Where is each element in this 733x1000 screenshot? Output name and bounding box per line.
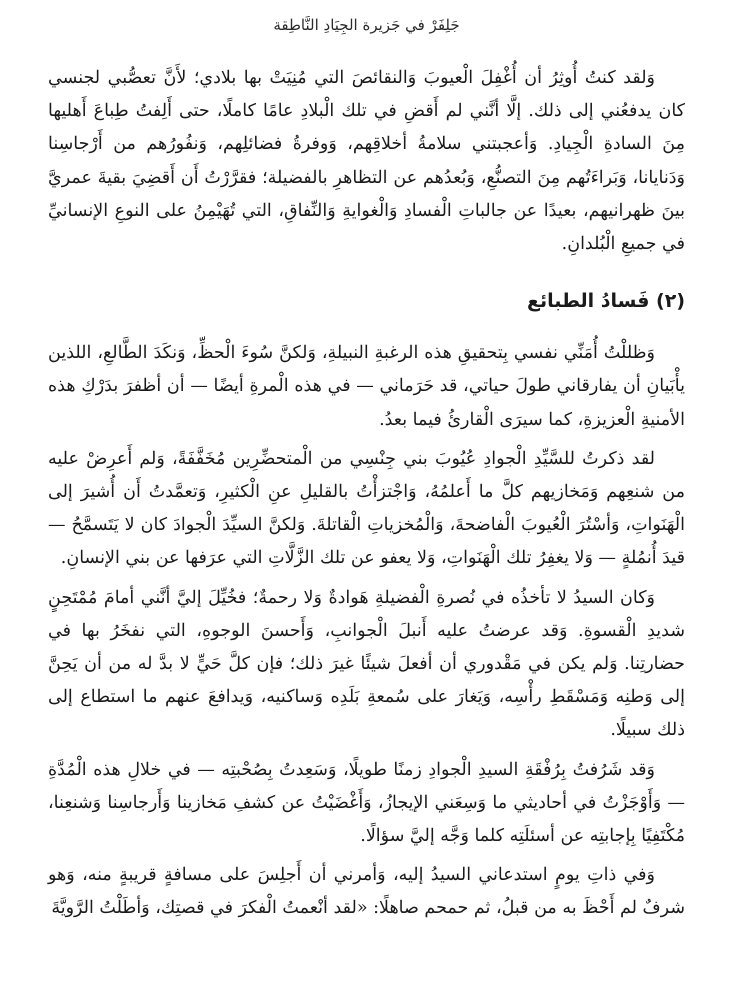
paragraph: وَقد شَرُفتُ بِرُفْقَةِ السيدِ الْجوادِ زمنًا طويلًا، وَسَعِدتُ بِصُحْبتِه — في خلالِ هذه الْمُدَّةِ — وَأَوْجَزْتُ في أحاديثي ما وَسِعَني الإيجازُ، وَأَغْضَيْتُ عن كشفِ مَخازينا وَأَرجاسِنا وَشنعِنا، مُكْتَفِيًا بِإجابتِه عن أسئلَتِه كلما وَجَّه إليَّ سؤالًا. (48, 759, 685, 847)
paragraph: لقد ذكرتُ للسَّيِّدِ الْجوادِ عُيُوبَ بني جِنْسِي من الْمتحضِّرِين مُخَفَّفَةً، وَلم أَعرِضْ عليه من شنعِهم وَمَخازيهم كلَّ ما أَعلمُهُ، وَاجْتزأْتُ بالقليلِ عنِ الْكثيرِ، وَتعمَّدتُ أَن أُشيرَ إلى الْهَنَواتِ، وَأسْتُرَ الْعُيوبَ الْفاضحةَ، وَالْمُخزياتِ الْقاتلةَ. وَلكنَّ السيِّدَ الْجوادَ كان لا يَتَسمَّحُ — قيدَ أُنمُلةٍ — وَلا يغفِرُ تلك الْهَنَواتِ، وَلا يعفو عن تلك الزَّلَّاتِ التي عرَفها عن بني الإنسانِ. (48, 448, 685, 569)
paragraph: وَظللْتُ أُمَنِّي نفسي بِتحقيقِ هذه الرغبةِ النبيلةِ، وَلكنَّ سُوءَ الْحظِّ، وَنكَدَ الطَّالعِ، اللذين يأْبَيانِ أن يفارقاني طولَ حياتي، قد حَرَماني — في هذه الْمرةِ أيضًا — أن أظفرَ بدَرْكِ هذه الأمنيةِ الْعزيزةِ، كما سيرَى الْقارئُ فيما بعدُ. (48, 343, 685, 430)
body-text-after-section (48, 337, 685, 925)
body-text-before-section (48, 62, 685, 261)
paragraph: وَلقد كنتُ أُوثِرُ أن أُغْفِلَ الْعيوبَ وَالنقائصَ التي مُنِيَتْ بها بلادي؛ لأَنَّ تعصُّبي لجنسي كان يدفعُني إلى ذلك. إلَّا أنَّني لم أَقضِ في تلك الْبلادِ عامًا كاملًا، حتى أَلِفتُ طِباعَ أَهليها مِنَ السادةِ الْجِيادِ. وَأعجبتني سلامةُ أخلاقِهم، وَوفرةُ فضائلِهم، وَنفُورُهم من أَرْجاسِنا وَدَنايانا، وَبَراءَتُهم مِنَ التصنُّعِ، وَبُعدُهم عن التظاهرِ بالفضيلة؛ فقرَّرْتُ أَن أَقضِيَ بقيةَ عمريَّ بينَ ظهرانيهم، بعيدًا عن جالباتِ الْفسادِ وَالْغوايةِ وَالنِّفاقِ، التي تُهَيْمِنُ على النوعِ الإنسانيِّ في جميعِ الْبُلدانِ. (48, 68, 685, 255)
paragraph: وَفي ذاتِ يومٍ استدعاني السيدُ إليه، وَأمرني أن أَجلِسَ على مسافةٍ قريبةٍ منه، وَهو شرفٌ لم أَحْظَ به من قبلُ، ثم حمحم صاهلًا: «لقد أنْعمتُ الْفكرَ في قصتِك، وَأطَلْتُ الرَّويَّةَ (48, 865, 685, 919)
section-heading: (٢) فَسادُ الطبائع (526, 290, 685, 313)
paragraph: وَكان السيدُ لا تأخذُه في نُصرةِ الْفضيلةِ هَوادةٌ وَلا رحمةٌ؛ فخُيِّلَ إليَّ أنَّني أمامَ مُمْتَحِنٍ شديدِ الْقسوةِ. وَقد عرضتُ عليه أَنبلَ الْجوانبِ، وَأَحسنَ الوجوهِ، التي نفخَرُ بها في حضارتِنا. وَلم يكن في مَقْدوري أن أفعلَ شيئًا غيرَ ذلك؛ فإن كلَّ حَيٍّ لا بدَّ له من أن يَحِنَّ إلى وَطنِه وَمَسْقَطِ رأْسِه، وَيَغارَ على سُمعةِ بَلَدِه وَساكنيه، وَيدافعَ عنهم ما استطاع إلى ذلك سبيلًا. (48, 587, 685, 741)
running-header: جَلِفَرْ في جَزيرة الجِيَادِ النَّاطِقة (273, 16, 460, 34)
